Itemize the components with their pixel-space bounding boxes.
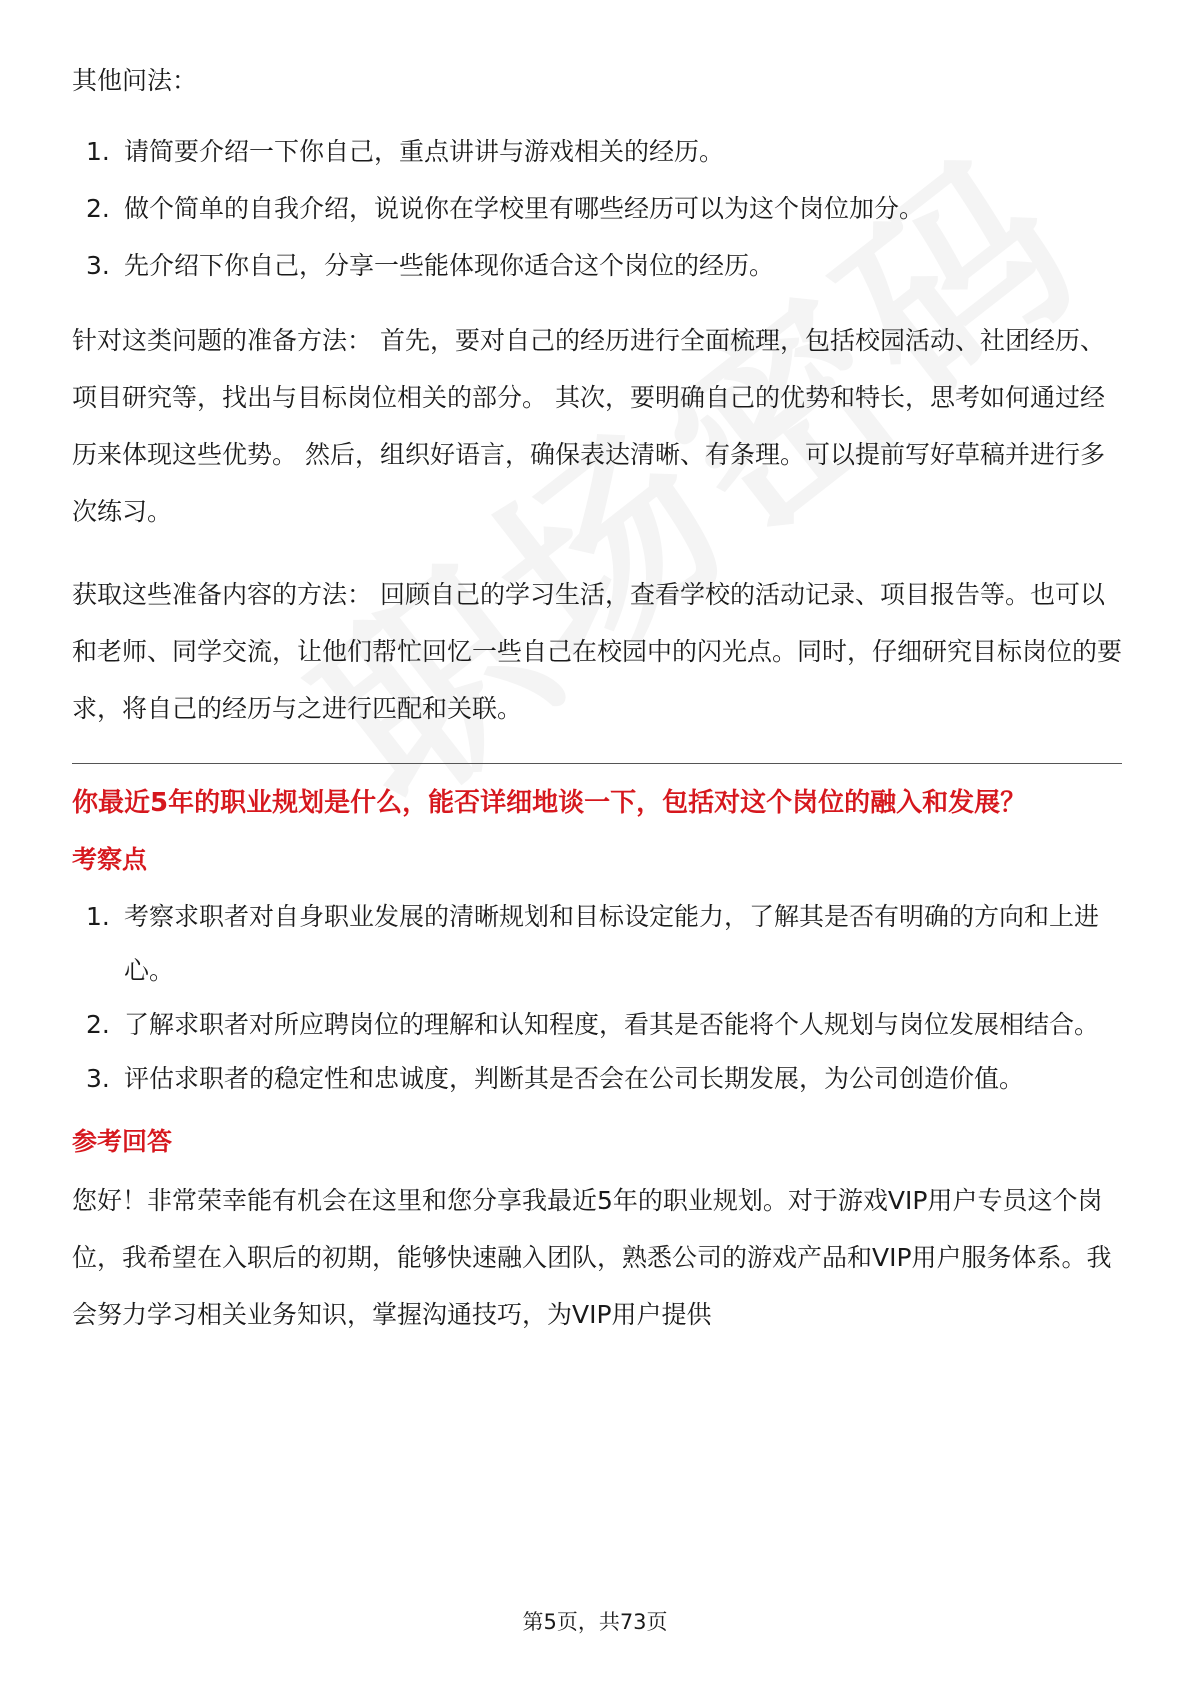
list-number: 2. xyxy=(86,194,110,223)
list-item xyxy=(72,890,1122,998)
list-number: 2. xyxy=(86,1010,110,1039)
list-number: 1. xyxy=(86,137,110,166)
list-item xyxy=(72,180,1122,237)
list-text: 请简要介绍一下你自己，重点讲讲与游戏相关的经历。 xyxy=(124,137,725,166)
list-text: 了解求职者对所应聘岗位的理解和认知程度，看其是否能将个人规划与岗位发展相结合。 xyxy=(124,1010,1100,1039)
prep-method-paragraph: 针对这类问题的准备方法： 首先，要对自己的经历进行全面梳理，包括校园活动、社团经历、项目研究等，找出与目标岗位相关的部分。 其次，要明确自己的优势和特长，思考如何通过经历来体现这些优势。 然后，组织好语言，确保表达清晰、有条理。可以提前写好草稿并进行多次练习。 xyxy=(72,326,1105,526)
list-text: 评估求职者的稳定性和忠诚度，判断其是否会在公司长期发展，为公司创造价值。 xyxy=(124,1064,1025,1093)
list-item xyxy=(72,237,1122,294)
page-number-footer: 第5页，共73页 xyxy=(522,1610,668,1634)
alt-questions-heading: 其他问法： xyxy=(72,66,198,95)
answer-title: 参考回答 xyxy=(72,1127,173,1156)
page-content xyxy=(72,52,1122,1343)
answer-paragraph: 您好！非常荣幸能有机会在这里和您分享我最近5年的职业规划。对于游戏VIP用户专员这个岗位，我希望在入职后的初期，能够快速融入团队，熟悉公司的游戏产品和VIP用户服务体系。我会努力学习相关业务知识，掌握沟通技巧，为VIP用户提供 xyxy=(72,1186,1112,1329)
assessment-title: 考察点 xyxy=(72,845,148,874)
list-text: 做个简单的自我介绍，说说你在学校里有哪些经历可以为这个岗位加分。 xyxy=(124,194,925,223)
source-method-paragraph: 获取这些准备内容的方法： 回顾自己的学习生活，查看学校的活动记录、项目报告等。也可以和老师、同学交流，让他们帮忙回忆一些自己在校园中的闪光点。同时，仔细研究目标岗位的要求，将自己的经历与之进行匹配和关联。 xyxy=(72,580,1123,723)
list-item xyxy=(72,123,1122,180)
list-number: 1. xyxy=(86,902,110,931)
question-heading: 你最近5年的职业规划是什么，能否详细地谈一下，包括对这个岗位的融入和发展？ xyxy=(72,788,1027,818)
section-divider xyxy=(72,763,1122,764)
list-item xyxy=(72,1052,1122,1106)
list-item xyxy=(72,998,1122,1052)
list-text: 先介绍下你自己，分享一些能体现你适合这个岗位的经历。 xyxy=(124,251,775,280)
list-text: 考察求职者对自身职业发展的清晰规划和目标设定能力，了解其是否有明确的方向和上进心。 xyxy=(124,902,1100,985)
list-number: 3. xyxy=(86,1064,110,1093)
assessment-list xyxy=(72,890,1122,1106)
alt-questions-list xyxy=(72,123,1122,294)
list-number: 3. xyxy=(86,251,110,280)
